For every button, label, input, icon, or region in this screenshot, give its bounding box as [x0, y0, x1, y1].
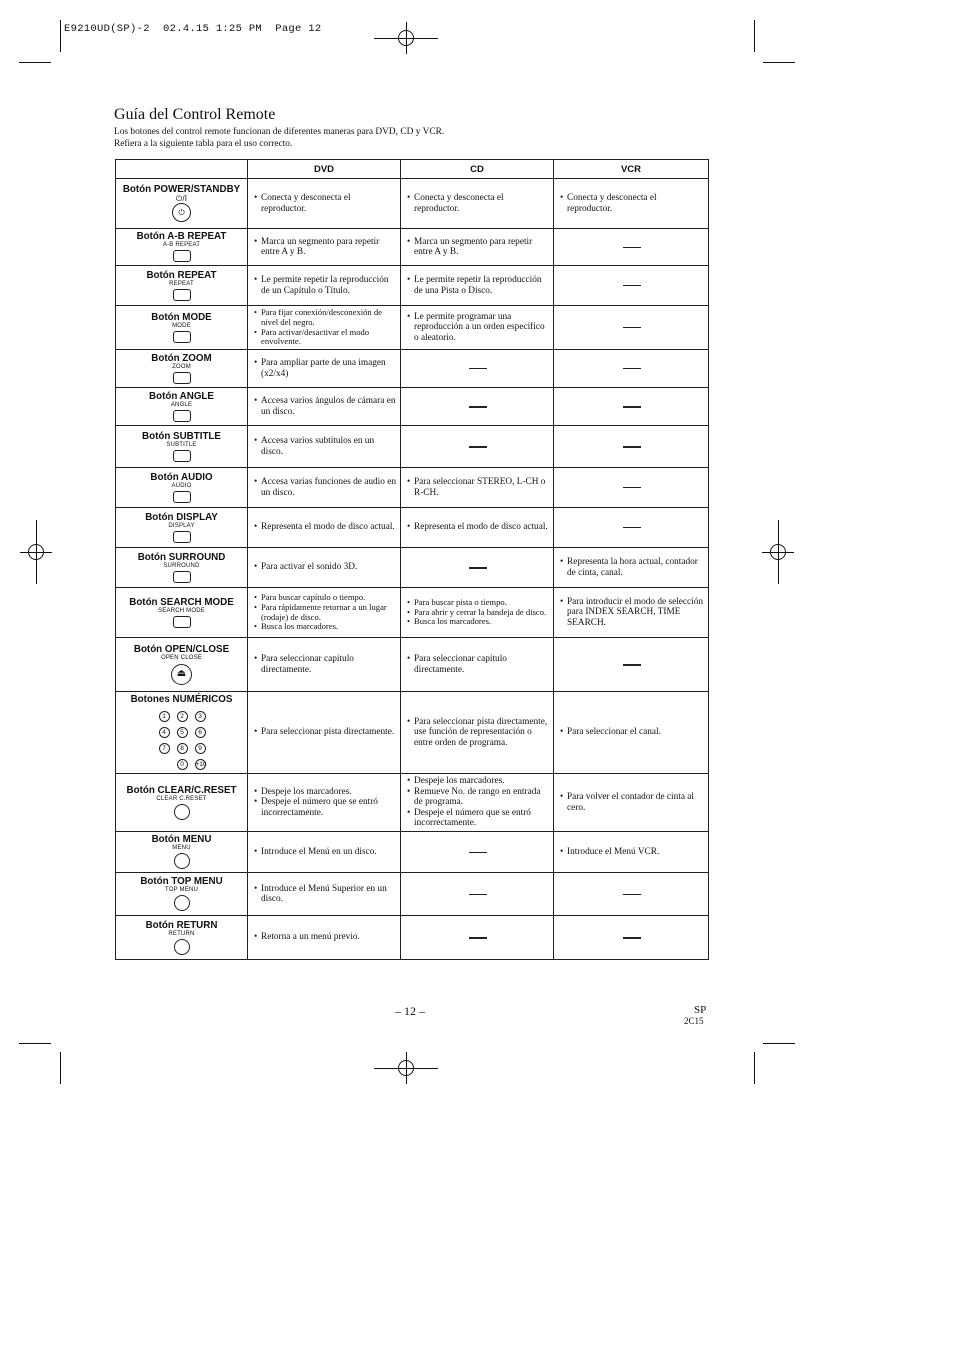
header-dvd: DVD — [248, 160, 401, 179]
button-label: SUBTITLE — [166, 441, 197, 448]
dvd-cell — [248, 179, 401, 229]
cd-description: Para abrir y cerrar la bandeja de disco. — [414, 606, 547, 617]
crop-mark — [763, 62, 795, 63]
table-row — [116, 692, 709, 774]
vcr-cell — [554, 916, 709, 960]
dvd-description: Para ampliar parte de una imagen (x2/x4) — [261, 358, 386, 379]
button-name: Botón A-B REPEAT — [136, 231, 227, 242]
table-row — [116, 588, 709, 638]
not-applicable-dash — [623, 446, 641, 448]
crop-mark — [60, 20, 61, 52]
dvd-cell — [248, 873, 401, 916]
cd-description: Le permite repetir la reproducción de una Pista o Disco. — [414, 275, 542, 296]
dvd-cell — [248, 229, 401, 266]
table-row — [116, 179, 709, 229]
table-row — [116, 774, 709, 832]
cd-cell — [401, 350, 554, 388]
intro-text — [114, 126, 444, 151]
button-cell — [116, 508, 248, 548]
button-label: MENU — [172, 845, 191, 851]
button-label: SEARCH MODE — [158, 607, 205, 614]
button-cell — [116, 306, 248, 350]
cd-cell — [401, 916, 554, 960]
cd-description: Para buscar pista o tiempo. — [414, 597, 507, 608]
cd-cell — [401, 832, 554, 873]
vcr-cell — [554, 774, 709, 832]
not-applicable-dash — [469, 406, 487, 408]
crop-mark — [763, 1043, 795, 1044]
button-cell — [116, 638, 248, 692]
number-key-icon: 1 — [159, 711, 170, 722]
vcr-cell — [554, 832, 709, 873]
button-name: Botón SURROUND — [137, 551, 226, 563]
vcr-cell — [554, 179, 709, 229]
power-button-icon: ⏻ — [172, 203, 191, 222]
vcr-cell — [554, 350, 709, 388]
button-cell — [116, 548, 248, 588]
table-row — [116, 508, 709, 548]
dvd-description: Marca un segmento para repetir entre A y B. — [261, 236, 380, 257]
rect-button-icon — [173, 250, 191, 262]
button-cell — [116, 873, 248, 916]
table-row — [116, 468, 709, 508]
vcr-description: Para seleccionar el canal. — [567, 727, 661, 738]
cd-description: Le permite programar una reproducción a un orden específico o aleatorio. — [414, 311, 545, 343]
cd-description: Representa el modo de disco actual. — [414, 522, 548, 533]
cd-description: Despeje el número que se entró incorrectamente. — [414, 807, 531, 829]
button-cell — [116, 832, 248, 873]
table-row — [116, 638, 709, 692]
dvd-cell — [248, 266, 401, 306]
button-name: Botón RETURN — [145, 919, 218, 931]
table-row — [116, 350, 709, 388]
not-applicable-dash — [623, 487, 641, 488]
button-name: Botón MODE — [151, 311, 212, 323]
dvd-cell — [248, 388, 401, 426]
cd-description: Para seleccionar STEREO, L-CH o R-CH. — [414, 477, 546, 498]
registration-mark — [770, 544, 786, 560]
dvd-description: Accesa varios subtítulos en un disco. — [261, 436, 375, 457]
dvd-description: Representa el modo de disco actual. — [261, 522, 395, 533]
vcr-cell — [554, 468, 709, 508]
rect-button-icon — [173, 372, 191, 384]
registration-mark — [398, 30, 414, 46]
button-name: Botón MENU — [151, 834, 212, 845]
dvd-description: Despeje el número que se entró incorrectamente. — [261, 797, 378, 818]
dvd-description: Despeje los marcadores. — [261, 786, 352, 797]
table-row — [116, 873, 709, 916]
vcr-description: Para volver el contador de cinta al cero. — [567, 792, 695, 813]
button-name: Botón SUBTITLE — [142, 430, 221, 442]
button-label: ZOOM — [172, 363, 191, 370]
not-applicable-dash — [623, 894, 641, 895]
cd-cell — [401, 588, 554, 638]
rect-button-icon — [173, 616, 191, 628]
cd-cell — [401, 468, 554, 508]
registration-mark — [28, 544, 44, 560]
button-label: MODE — [172, 322, 191, 329]
button-label: RETURN — [168, 930, 195, 937]
cd-cell — [401, 692, 554, 774]
vcr-cell — [554, 638, 709, 692]
crop-mark — [754, 20, 755, 52]
button-cell — [116, 468, 248, 508]
crop-mark — [60, 1052, 61, 1084]
crop-mark — [19, 62, 51, 63]
number-key-icon: 4 — [159, 727, 170, 738]
button-label: ANGLE — [170, 401, 193, 408]
dvd-description: Introduce el Menú en un disco. — [261, 846, 377, 857]
button-cell — [116, 916, 248, 960]
cd-cell — [401, 873, 554, 916]
cd-description: Para seleccionar capítulo directamente. — [414, 654, 507, 675]
rect-button-icon — [173, 450, 191, 462]
vcr-description: Para introducir el modo de selección para INDEX SEARCH, TIME SEARCH. — [567, 596, 704, 628]
button-cell — [116, 266, 248, 306]
button-label: SURROUND — [163, 562, 200, 569]
dvd-description: Para buscar capítulo o tiempo. — [261, 592, 366, 603]
not-applicable-dash — [469, 852, 487, 853]
language-code: SP — [694, 1004, 707, 1016]
button-cell — [116, 588, 248, 638]
intro-line: Los botones del control remote funcionan de diferentes maneras para DVD, CD y VCR. — [114, 127, 445, 137]
button-label: AUDIO — [171, 482, 192, 489]
cd-cell — [401, 638, 554, 692]
cd-cell — [401, 306, 554, 350]
table-row — [116, 306, 709, 350]
round-button-icon — [174, 895, 190, 911]
vcr-cell — [554, 229, 709, 266]
button-cell — [116, 426, 248, 468]
header-cd: CD — [401, 160, 554, 179]
remote-guide-table — [115, 159, 709, 960]
dvd-cell — [248, 426, 401, 468]
number-key-icon: 6 — [195, 727, 206, 738]
not-applicable-dash — [469, 446, 487, 448]
round-button-icon — [174, 804, 190, 820]
dvd-description: Para seleccionar pista directamente. — [261, 727, 395, 738]
rect-button-icon — [173, 531, 191, 543]
page-number: – 12 – — [395, 1004, 425, 1018]
dvd-description: Para activar/desactivar el modo envolvente. — [261, 326, 370, 347]
button-name: Botón REPEAT — [146, 269, 217, 281]
print-header: E9210UD(SP)-2 02.4.15 1:25 PM Page 12 — [64, 23, 322, 35]
vcr-cell — [554, 548, 709, 588]
not-applicable-dash — [623, 368, 641, 369]
not-applicable-dash — [623, 285, 641, 286]
number-key-icon: 9 — [195, 743, 206, 754]
cd-description: Remueve No. de rango en entrada de programa. — [414, 786, 541, 808]
number-key-icon: 5 — [177, 727, 188, 738]
cd-cell — [401, 179, 554, 229]
button-label: DISPLAY — [168, 522, 195, 529]
dvd-description: Para activar el sonido 3D. — [261, 562, 358, 573]
button-name: Botón CLEAR/C.RESET — [126, 784, 237, 796]
cd-description: Para seleccionar pista directamente, use función de representación o entre orden de programa. — [414, 716, 548, 748]
not-applicable-dash — [469, 937, 487, 939]
intro-line: Refiera a la siguiente tabla para el uso correcto. — [114, 139, 293, 150]
registration-mark — [398, 1060, 414, 1076]
table-row — [116, 388, 709, 426]
number-key-icon: 8 — [177, 743, 188, 754]
eject-button-icon: ⏏ — [171, 664, 192, 685]
header-button-col — [116, 160, 248, 179]
cd-description: Marca un segmento para repetir entre A y B. — [414, 236, 533, 257]
cd-cell — [401, 774, 554, 832]
button-cell — [116, 774, 248, 832]
cd-description: Conecta y desconecta el reproductor. — [414, 193, 504, 214]
vcr-cell — [554, 266, 709, 306]
table-row — [116, 266, 709, 306]
cd-cell — [401, 266, 554, 306]
dvd-description: Para fijar conexión/desconexión de nivel del negro. — [261, 307, 382, 327]
dvd-cell — [248, 350, 401, 388]
vcr-description: Representa la hora actual, contador de cinta, canal. — [567, 557, 698, 578]
number-key-icon: 3 — [195, 711, 206, 722]
table-row — [116, 229, 709, 266]
cd-cell — [401, 229, 554, 266]
dvd-cell — [248, 692, 401, 774]
button-cell — [116, 388, 248, 426]
button-cell — [116, 229, 248, 266]
dvd-cell — [248, 306, 401, 350]
dvd-description: Accesa varias funciones de audio en un disco. — [261, 477, 397, 498]
table-header-row — [116, 160, 709, 179]
dvd-description: Retorna a un menú previo. — [261, 932, 360, 943]
button-label: CLEAR C.RESET — [156, 795, 207, 802]
crop-mark — [754, 1052, 755, 1084]
header-vcr: VCR — [554, 160, 709, 179]
button-name: Botón OPEN/CLOSE — [133, 643, 230, 655]
button-cell — [116, 692, 248, 774]
cd-cell — [401, 508, 554, 548]
number-key-icon: 2 — [177, 711, 188, 722]
vcr-cell — [554, 306, 709, 350]
button-name: Botón ANGLE — [149, 390, 214, 402]
button-cell — [116, 179, 248, 229]
cd-description: Busca los marcadores. — [414, 616, 492, 627]
dvd-cell — [248, 774, 401, 832]
rect-button-icon — [173, 491, 191, 503]
dvd-cell — [248, 548, 401, 588]
dvd-description: Para rápidamente retornar a un lugar (rodaje) de disco. — [261, 601, 387, 622]
not-applicable-dash — [623, 664, 641, 666]
button-cell — [116, 350, 248, 388]
crop-mark — [19, 1043, 51, 1044]
vcr-cell — [554, 388, 709, 426]
cd-cell — [401, 548, 554, 588]
number-key-icon: +10 — [195, 761, 207, 768]
number-key-icon: 0 — [177, 759, 188, 770]
not-applicable-dash — [623, 247, 641, 248]
table-row — [116, 832, 709, 873]
dvd-cell — [248, 468, 401, 508]
document-code: 2C15 — [684, 1016, 704, 1026]
button-label: OPEN CLOSE — [160, 654, 202, 661]
button-name: Botones NUMÉRICOS — [130, 694, 233, 705]
vcr-cell — [554, 588, 709, 638]
dvd-description: Conecta y desconecta el reproductor. — [261, 193, 351, 214]
number-key-icon: 7 — [159, 743, 170, 754]
rect-button-icon — [173, 289, 191, 301]
button-label: A-B REPEAT — [162, 242, 201, 248]
vcr-cell — [554, 426, 709, 468]
button-name: Botón ZOOM — [151, 352, 212, 364]
power-symbol-label: ⏻/I — [175, 194, 188, 203]
dvd-cell — [248, 638, 401, 692]
table-row — [116, 916, 709, 960]
not-applicable-dash — [623, 937, 641, 939]
button-name: Botón AUDIO — [150, 471, 213, 483]
round-button-icon — [174, 939, 190, 955]
dvd-description: Le permite repetir la reproducción de un Capítulo o Título. — [261, 275, 389, 296]
vcr-cell — [554, 508, 709, 548]
dvd-cell — [248, 916, 401, 960]
vcr-cell — [554, 692, 709, 774]
vcr-description: Introduce el Menú VCR. — [567, 846, 660, 857]
dvd-cell — [248, 508, 401, 548]
not-applicable-dash — [623, 327, 641, 328]
cd-cell — [401, 426, 554, 468]
not-applicable-dash — [469, 567, 487, 569]
button-name: Botón SEARCH MODE — [129, 596, 234, 608]
not-applicable-dash — [469, 894, 487, 895]
rect-button-icon — [173, 571, 191, 583]
vcr-cell — [554, 873, 709, 916]
cd-cell — [401, 388, 554, 426]
dvd-description: Busca los marcadores. — [261, 621, 339, 632]
table-row — [116, 426, 709, 468]
round-button-icon — [174, 853, 190, 869]
vcr-description: Conecta y desconecta el reproductor. — [567, 193, 657, 214]
button-name: Botón TOP MENU — [140, 876, 223, 887]
dvd-cell — [248, 588, 401, 638]
page-title: Guía del Control Remote — [114, 106, 276, 123]
numeric-keypad-icon — [159, 711, 205, 770]
cd-description: Despeje los marcadores. — [414, 776, 505, 787]
button-label: REPEAT — [169, 280, 194, 287]
not-applicable-dash — [623, 527, 641, 528]
dvd-description: Accesa varios ángulos de cámara en un disco. — [261, 396, 396, 417]
dvd-cell — [248, 832, 401, 873]
button-label: TOP MENU — [164, 887, 199, 893]
rect-button-icon — [173, 410, 191, 422]
dvd-description: Para seleccionar capítulo directamente. — [261, 654, 354, 675]
not-applicable-dash — [469, 368, 487, 369]
dvd-description: Introduce el Menú Superior en un disco. — [261, 883, 387, 904]
rect-button-icon — [173, 331, 191, 343]
button-name: Botón POWER/STANDBY — [122, 184, 241, 195]
not-applicable-dash — [623, 406, 641, 408]
button-name: Botón DISPLAY — [145, 511, 218, 523]
table-row — [116, 548, 709, 588]
